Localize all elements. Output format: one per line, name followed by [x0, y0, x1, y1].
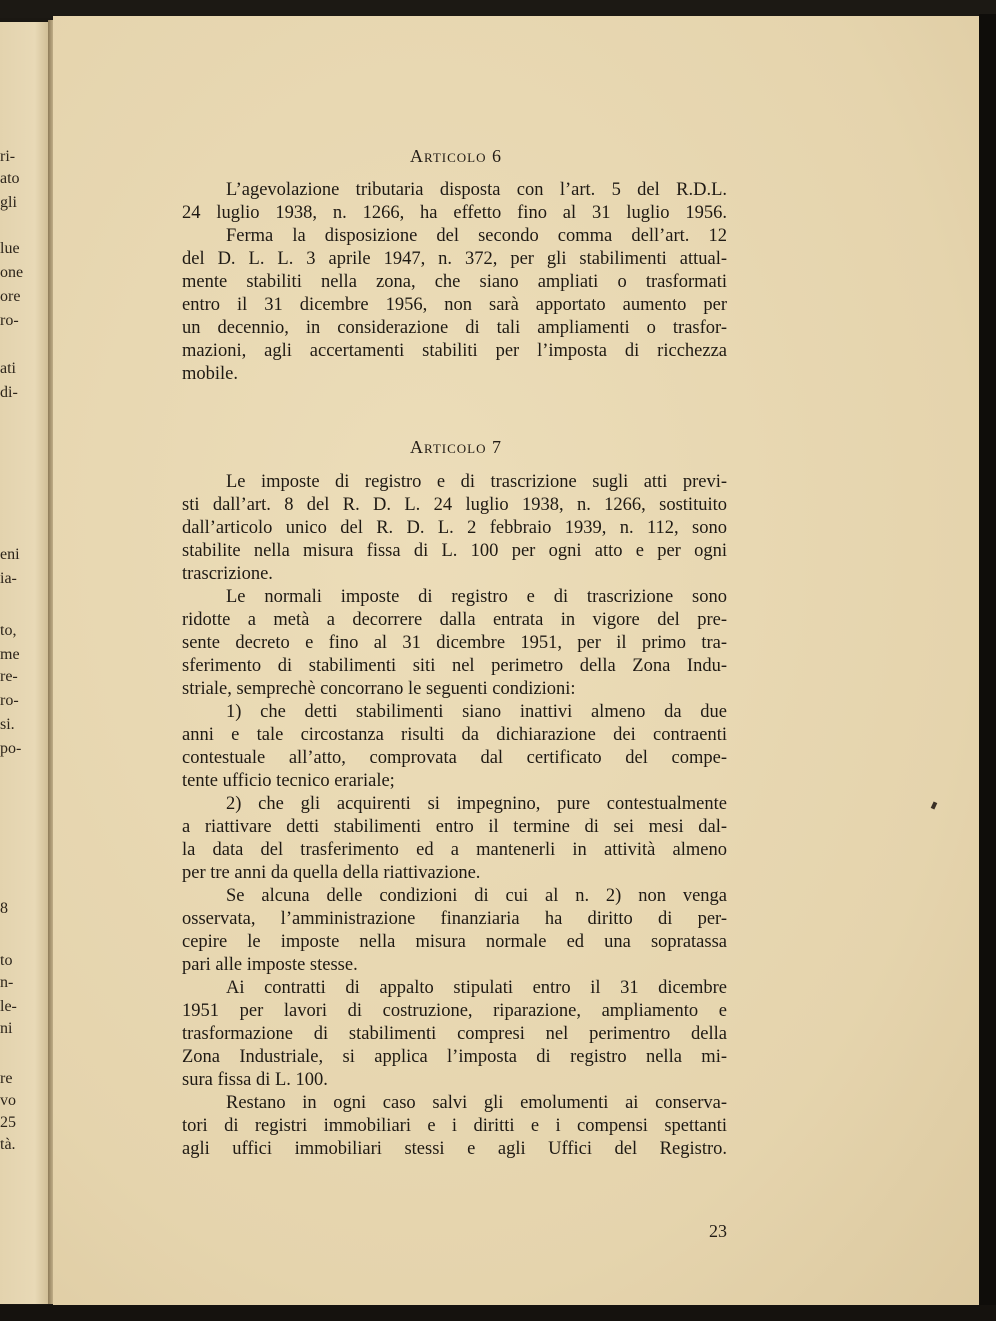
text-line: agli uffici immobiliari stessi e agli Uffici del Registro.: [182, 1139, 727, 1159]
text-line: Le imposte di registro e di trascrizione sugli atti previ-: [226, 472, 727, 492]
text-line: cepire le imposte nella misura normale ed una sopratassa: [182, 932, 727, 952]
text-line: entro il 31 dicembre 1956, non sarà apportato aumento per: [182, 295, 727, 315]
left-fragment: lue: [0, 240, 20, 257]
text-line: sferimento di stabilimenti siti nel perimetro della Zona Indu-: [182, 656, 727, 676]
text-line: sti dall’art. 8 del R. D. L. 24 luglio 1938, n. 1266, sostituito: [182, 495, 727, 515]
text-line: del D. L. L. 3 aprile 1947, n. 372, per gli stabilimenti attual-: [182, 249, 727, 269]
text-line: Ai contratti di appalto stipulati entro il 31 dicembre: [226, 978, 727, 998]
text-line: un decennio, in considerazione di tali ampliamenti o trasfor-: [182, 318, 727, 338]
text-line: contestuale all’atto, comprovata dal certificato del compe-: [182, 748, 727, 768]
left-fragment: ati: [0, 360, 16, 377]
left-fragment: po-: [0, 740, 22, 757]
left-fragment: di-: [0, 384, 18, 401]
left-fragment: re: [0, 1070, 13, 1087]
scan-right-edge: [979, 14, 996, 1306]
left-fragment: 25: [0, 1114, 16, 1131]
left-fragment: vo: [0, 1092, 16, 1109]
text-line: stabilite nella misura fissa di L. 100 per ogni atto e per ogni: [182, 541, 727, 561]
text-line: la data del trasferimento ed a mantenerli in attività almeno: [182, 840, 727, 860]
article-7-heading: Articolo 7: [409, 437, 503, 457]
text-line: mazioni, agli accertamenti stabiliti per l’imposta di ricchezza: [182, 341, 727, 361]
left-fragment: ri-: [0, 148, 16, 165]
left-page-edge: [0, 22, 50, 1304]
left-fragment: ni: [0, 1020, 13, 1037]
left-fragment: re-: [0, 668, 18, 685]
text-line: pari alle imposte stesse.: [182, 955, 358, 975]
left-fragment: me: [0, 646, 20, 663]
left-page-text-fragments: [0, 22, 50, 1304]
text-line: trascrizione.: [182, 564, 273, 584]
text-line: striale, semprechè concorrano le seguenti condizioni:: [182, 679, 576, 699]
left-fragment: tà.: [0, 1136, 16, 1153]
text-line: mobile.: [182, 364, 239, 384]
scan-bottom-edge: [0, 1305, 996, 1321]
text-line: Se alcuna delle condizioni di cui al n. 2) non venga: [226, 886, 727, 906]
text-line: 2) che gli acquirenti si impegnino, pure contestualmente: [226, 794, 727, 814]
text-line: osservata, l’amministrazione finanziaria ha diritto di per-: [182, 909, 727, 929]
left-fragment: to: [0, 952, 13, 969]
document-page: [53, 16, 979, 1305]
text-line: tori di registri immobiliari e i diritti e i compensi spettanti: [182, 1116, 727, 1136]
left-fragment: le-: [0, 998, 17, 1015]
text-line: per tre anni da quella della riattivazione.: [182, 863, 481, 883]
text-line: sente decreto e fino al 31 dicembre 1951, per il primo tra-: [182, 633, 727, 653]
text-line: anni e tale circostanza risulti da dichiarazione dei contraenti: [182, 725, 727, 745]
text-line: L’agevolazione tributaria disposta con l’art. 5 del R.D.L.: [226, 180, 727, 200]
text-line: trasformazione di stabilimenti compresi nel perimentro della: [182, 1024, 727, 1044]
paper-speck: [931, 801, 938, 809]
left-fragment: ro-: [0, 312, 19, 329]
text-line: 1) che detti stabilimenti siano inattivi almeno da due: [226, 702, 727, 722]
left-fragment: to,: [0, 622, 17, 639]
left-fragment: si.: [0, 716, 15, 733]
left-fragment: ia-: [0, 570, 17, 587]
text-line: 1951 per lavori di costruzione, riparazione, ampliamento e: [182, 1001, 727, 1021]
left-fragment: eni: [0, 546, 20, 563]
left-fragment: n-: [0, 974, 14, 991]
article-6-heading: Articolo 6: [409, 146, 503, 166]
text-line: mente stabiliti nella zona, che siano ampliati o trasformati: [182, 272, 727, 292]
text-line: ridotte a metà a decorrere dalla entrata in vigore del pre-: [182, 610, 727, 630]
left-fragment: ore: [0, 288, 21, 305]
text-line: tente ufficio tecnico erariale;: [182, 771, 395, 791]
text-line: 24 luglio 1938, n. 1266, ha effetto fino al 31 luglio 1956.: [182, 203, 727, 223]
text-line: Ferma la disposizione del secondo comma dell’art. 12: [226, 226, 727, 246]
text-line: sura fissa di L. 100.: [182, 1070, 328, 1090]
left-fragment: ro-: [0, 692, 19, 709]
text-line: Restano in ogni caso salvi gli emolumenti ai conserva-: [226, 1093, 727, 1113]
page-number: 23: [709, 1221, 727, 1241]
left-fragment: 8: [0, 900, 8, 917]
left-fragment: gli: [0, 194, 17, 211]
text-line: a riattivare detti stabilimenti entro il termine di sei mesi dal-: [182, 817, 727, 837]
text-line: Zona Industriale, si applica l’imposta di registro nella mi-: [182, 1047, 727, 1067]
text-line: dall’articolo unico del R. D. L. 2 febbraio 1939, n. 112, sono: [182, 518, 727, 538]
text-line: Le normali imposte di registro e di trascrizione sono: [226, 587, 727, 607]
left-fragment: ato: [0, 170, 20, 187]
left-fragment: one: [0, 264, 24, 281]
